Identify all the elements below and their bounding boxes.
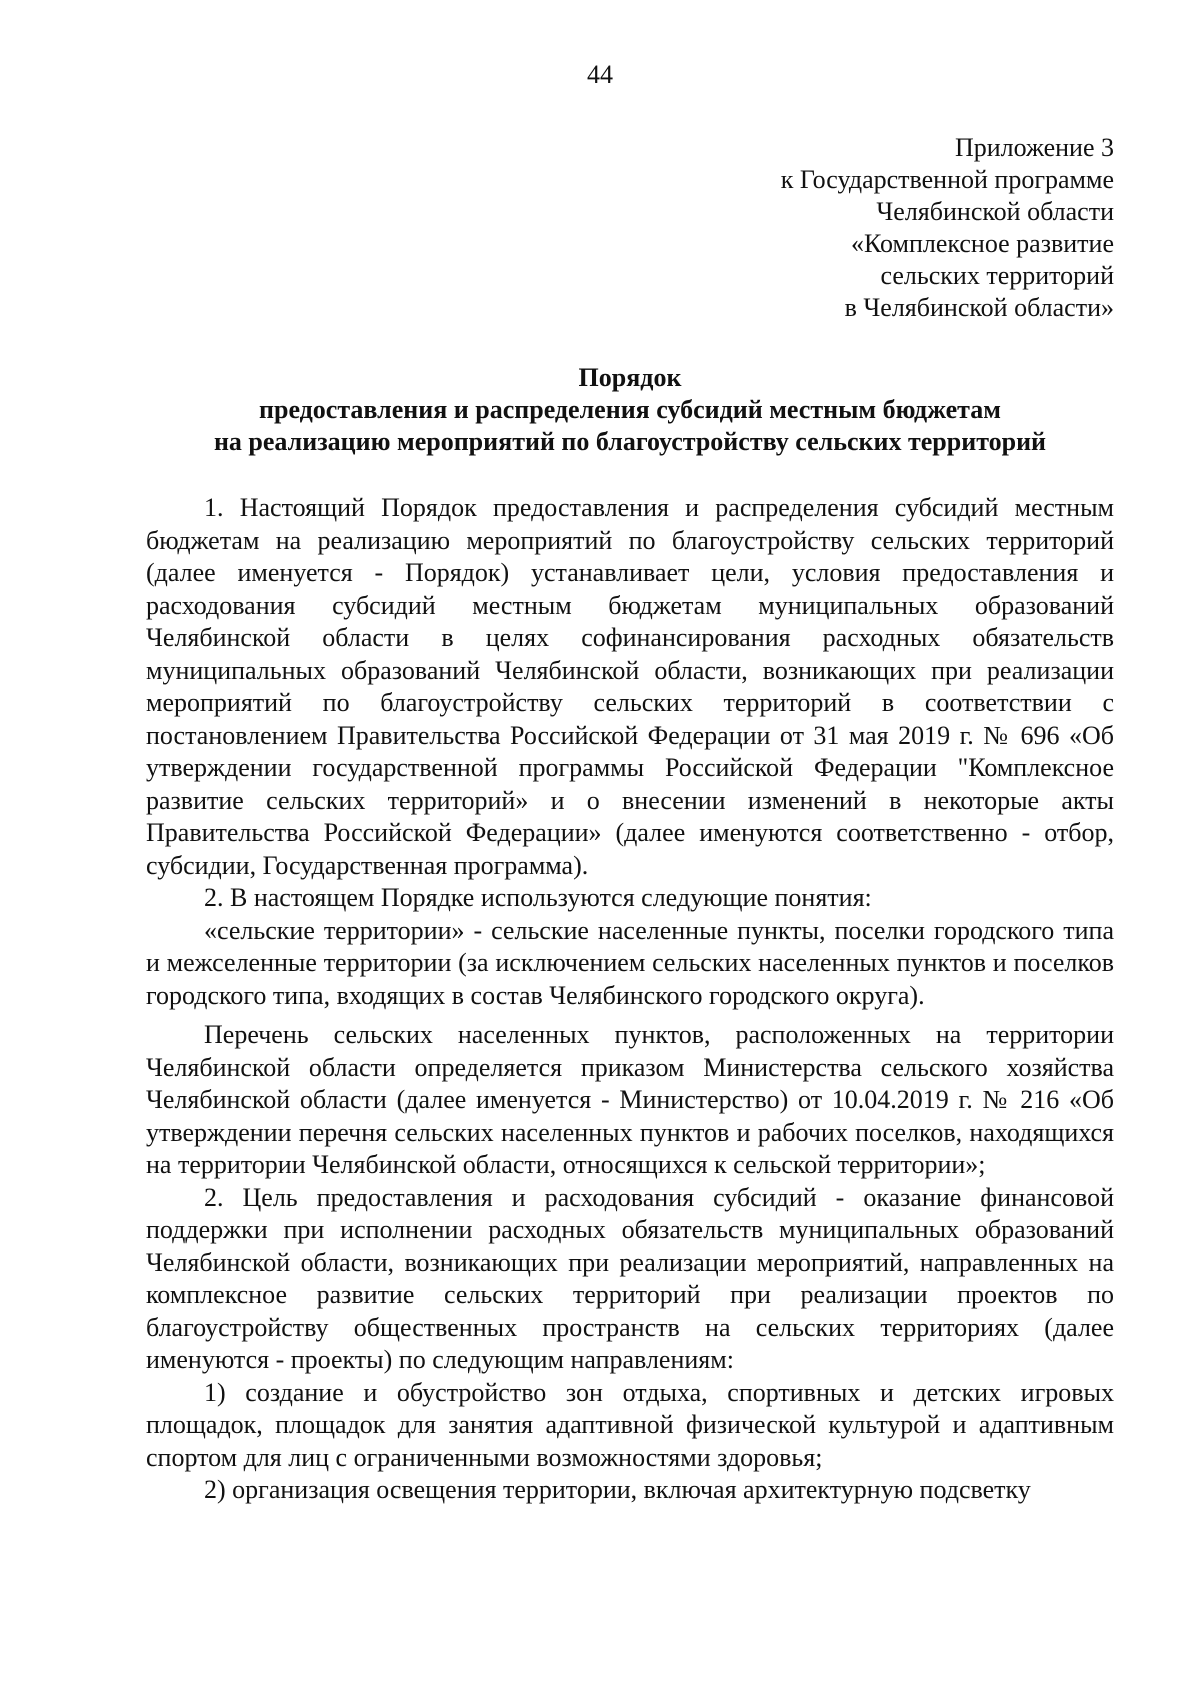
paragraph: 1. Настоящий Порядок предоставления и распределения субсидий местным бюджетам на реализацию мероприятий по благоустройству сельских территорий (далее именуется - Порядок) устанавливает цели, условия предоставления и расходования субсидий местным бюджетам муниципальных образований Челябинской области в целях софинансирования расходных обязательств муниципальных образований Челябинской области, возникающих при реализации мероприятий по благоустройству сельских территорий в соответствии с постановлением Правительства Российской Федерации от 31 мая 2019 г. № 696 «Об утверждении государственной программы Российской Федерации "Комплексное развитие сельских территорий» и о внесении изменений в некоторые акты Правительства Российской Федерации» (далее именуются соответственно - отбор, субсидии, Государственная программа). <box>146 493 1114 880</box>
paragraph: 2. В настоящем Порядке используются следующие понятия: <box>204 883 872 912</box>
title-line: на реализацию мероприятий по благоустройству сельских территорий <box>213 427 1047 456</box>
appendix-line: сельских территорий <box>880 261 1114 290</box>
document-title <box>146 362 1114 458</box>
paragraph: 2) организация освещения территории, включая архитектурную подсветку <box>204 1475 1031 1504</box>
appendix-line: Приложение 3 <box>954 133 1114 162</box>
appendix-header <box>554 132 1114 324</box>
page-number: 44 <box>587 60 613 89</box>
paragraph: 1) создание и обустройство зон отдыха, спортивных и детских игровых площадок, площадок для занятия адаптивной физической культурой и адаптивным спортом для лиц с ограниченными возможностями здоровья; <box>146 1377 1114 1472</box>
paragraph: «сельские территории» - сельские населенные пункты, поселки городского типа и межселенные территории (за исключением сельских населенных пунктов и поселков городского типа, входящих в состав Челябинского городского округа). <box>146 915 1114 1010</box>
title-line: Порядок <box>578 363 682 392</box>
document-body <box>146 492 1114 1507</box>
title-line: предоставления и распределения субсидий местным бюджетам <box>259 395 1001 424</box>
paragraph: Перечень сельских населенных пунктов, расположенных на территории Челябинской области определяется приказом Министерства сельского хозяйства Челябинской области (далее именуется - Министерство) от 10.04.2019 г. № 216 «Об утверждении перечня сельских населенных пунктов и рабочих поселков, находящихся на территории Челябинской области, относящихся к сельской территории»; <box>146 1020 1114 1179</box>
appendix-line: к Государственной программе <box>780 165 1114 194</box>
appendix-line: «Комплексное развитие <box>850 229 1114 258</box>
appendix-line: в Челябинской области» <box>844 293 1114 322</box>
appendix-line: Челябинской области <box>876 197 1114 226</box>
paragraph: 2. Цель предоставления и расходования субсидий - оказание финансовой поддержки при исполнении расходных обязательств муниципальных образований Челябинской области, возникающих при реализации мероприятий, направленных на комплексное развитие сельских территорий при реализации проектов по благоустройству общественных пространств на сельских территориях (далее именуются - проекты) по следующим направлениям: <box>146 1182 1114 1374</box>
